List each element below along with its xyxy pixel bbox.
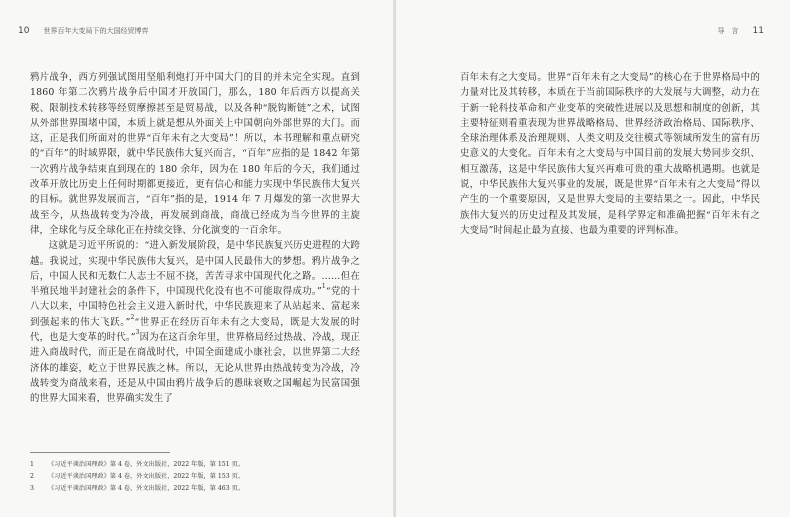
text-run: 这就是习近平所说的：“进入新发展阶段，是中华民族复兴历史进程的大跨越。我说过，实现中华民族伟大复兴，是中国人民最伟大的梦想。鸦片战争之后，中国人民和无数仁人志士不屈不挠，苦苦寻求中国现代化之路。……但在半殖民地半封建社会的条件下，中国现代化没有也不可能取得成功。”: [30, 240, 360, 298]
footnote-divider: [30, 452, 170, 453]
paragraph: [30, 238, 360, 406]
footnote-number: 1: [30, 461, 34, 468]
text-run: 鸦片战争，西方列强试图用坚船利炮打开中国大门的目的并未完全实现。直到 1860 年第二次鸦片战争后中国才开放国门，那么，180 年后西方以提高关税、限制技术转移等经贸摩擦甚至是贸易战，以及各种“脱钩断链”之术，试图从外部世界围堵中国，本质上就是想从外面关上中国朝向外部世界的大门。而这，正是我们所面对的世界“百年未有之大变局”！所以，本书理解和重点研究的“百年”的时域界限，就中华民族伟大复兴而言，“百年”应指的是 1842 年第一次鸦片战争结束直到现在的 180 余年，因为在 180 年后的今天，我们通过改革开放比历史上任何时期都更接近，更有信心和能力实现中华民族伟大复兴的目标。就世界发展而言，“百年”指的是，1914 年 7 月爆发的第一次世界大战至今，从热战转变为冷战，再发展到商战，商战已经成为当今世界的主旋律，全球化与反全球化正在持续交锋、分化演变的一百余年。: [30, 72, 360, 236]
footnote-text: 《习近平谈治国理政》第 4 卷，外文出版社，2022 年版，第 153 页。: [48, 473, 245, 480]
text-run: 因为在这百余年里，世界格局经过热战、冷战，现正进入商战时代，而正是在商战时代，中国全面建成小康社会，以世界第二大经济体的雄姿，屹立于世界民族之林。所以，无论从世界由热战转变为冷战，冷战转变为商战来看，还是从中国由鸦片战争后的愚昧衰败之国崛起为民富国强的世界大国来看，世界确实发生了: [30, 332, 361, 405]
page-number: 11: [752, 26, 764, 36]
right-running-head: [718, 26, 764, 36]
text-run: 百年未有之大变局。世界“百年未有之大变局”的核心在于世界格局中的力量对比及其转移，本质在于当前国际秩序的大发展与大调整，动力在于新一轮科技革命和产业变革的突破性进展以及思想和制度的创新，其主要特征则看重表现为世界战略格局、世界经济政治格局、国际秩序、全球治理体系及治理规则、人类文明及交往模式等领域所发生的富有历史意义的大变化。百年未有之大变局与中国目前的发展大势同步交织、相互激荡，这是中华民族伟大复兴再难可贵的重大战略机遇期。也就是说，中华民族伟大复兴事业的发展，既是世界“百年未有之大变局”得以产生的一个重要原因，又是世界大变局的主要结果之一。因此，中华民族伟大复兴的历史过程及其发展，是科学界定和准确把握“百年未有之大变局”时间起止最为直接、也最为重要的评判标准。: [460, 72, 760, 236]
left-running-head: [18, 26, 148, 36]
left-page: [0, 0, 394, 517]
footnote-number: 3: [30, 485, 34, 492]
footnote-item: [30, 459, 360, 471]
text-run: “党的十八大以来，中国特色社会主义进入新时代，中华民族迎来了从站起来、富起来到强起来的伟大飞跃。”: [30, 286, 360, 328]
footnotes: [30, 459, 360, 495]
page-number: 10: [18, 26, 30, 36]
paragraph: [30, 70, 360, 238]
text-run: “世界正在经历百年未有之大变局，既是大发展的时代，也是大变革的时代。”: [30, 316, 361, 344]
footnote-number: 2: [30, 473, 34, 480]
paragraph: [460, 70, 760, 238]
footnote-marker: 1: [321, 283, 326, 291]
book-title: 世界百年大变局下的大国经贸博弈: [43, 27, 149, 35]
right-page: [396, 0, 790, 517]
chapter-title: 导 言: [717, 27, 739, 35]
footnote-text: 《习近平谈治国理政》第 4 卷，外文出版社，2022 年版，第 463 页。: [48, 485, 245, 492]
footnote-marker: 3: [135, 329, 140, 337]
footnote-item: [30, 471, 360, 483]
right-body-text: [460, 70, 760, 238]
left-body-text: [30, 70, 360, 407]
footnote-marker: 2: [130, 313, 135, 321]
footnote-item: [30, 483, 360, 495]
footnote-text: 《习近平谈治国理政》第 4 卷，外文出版社，2022 年版，第 151 页。: [48, 461, 245, 468]
